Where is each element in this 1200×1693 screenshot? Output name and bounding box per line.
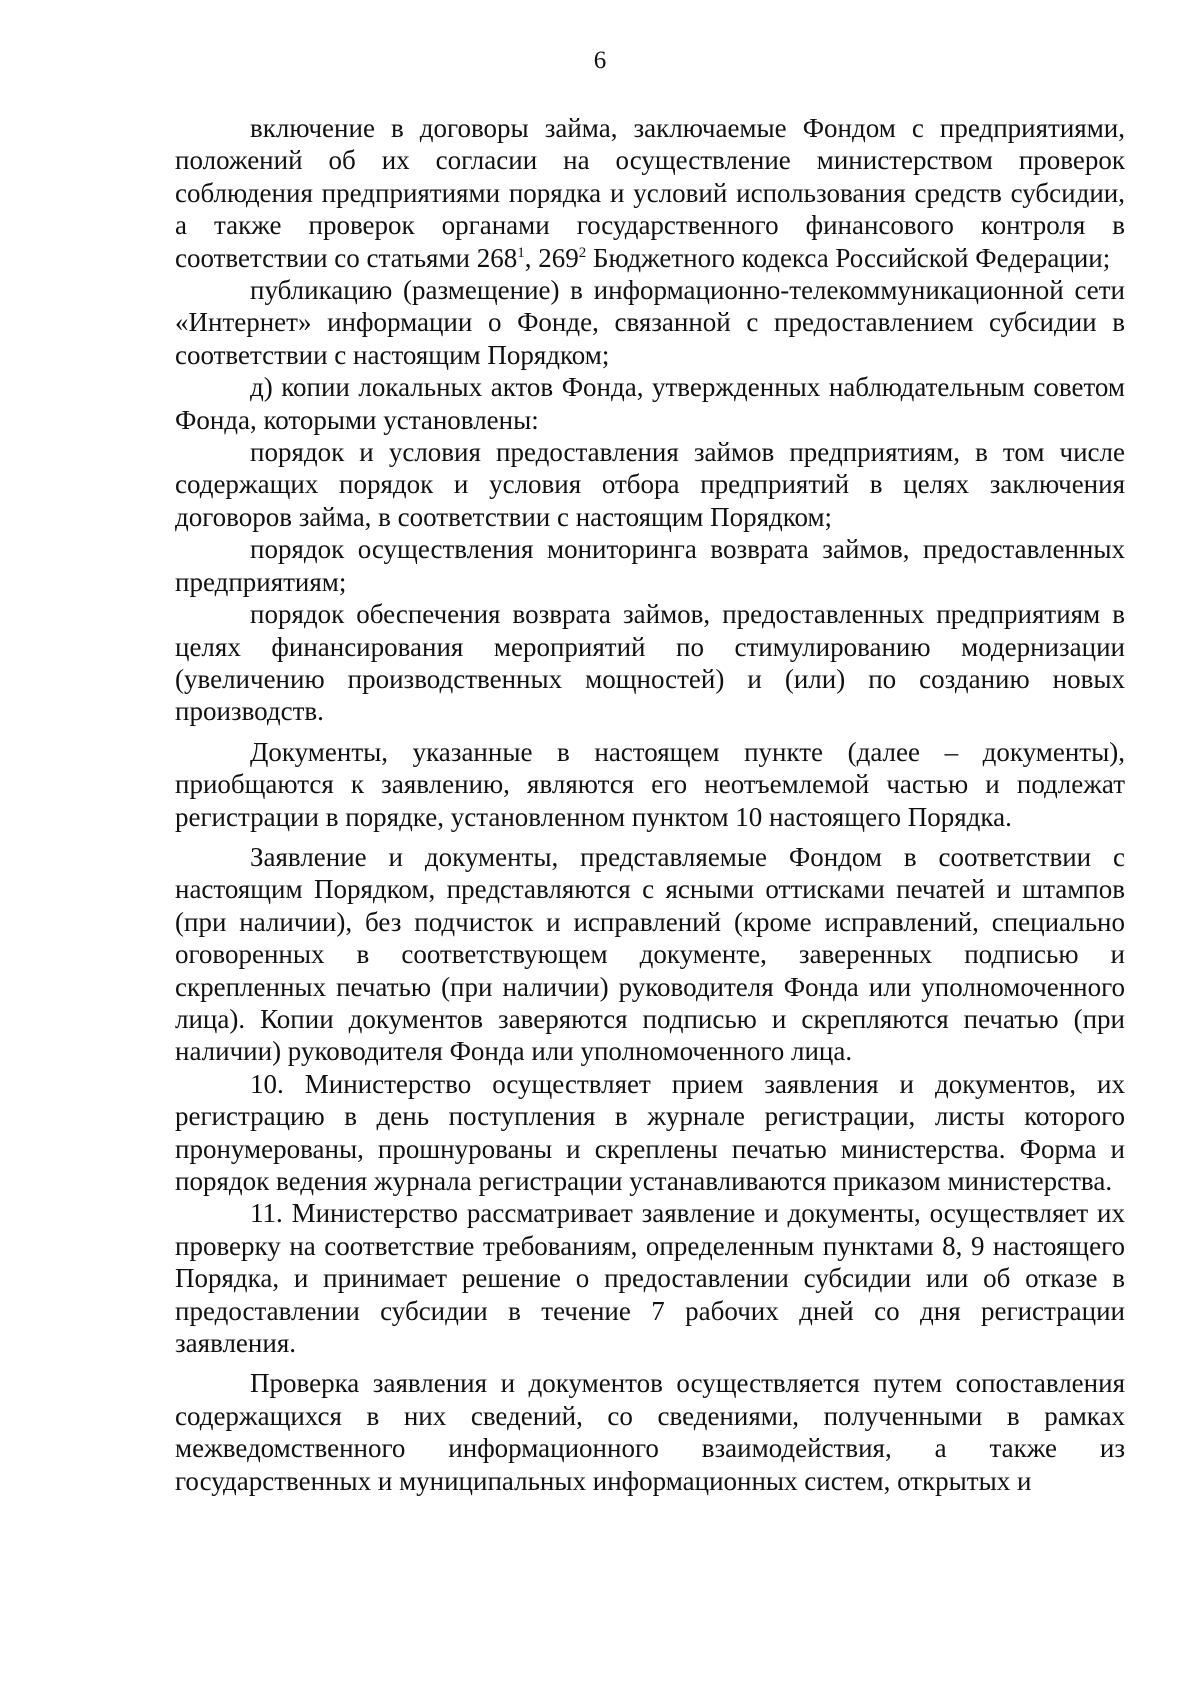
footnote-mark-268: 1 [517, 244, 525, 261]
paragraph-verification: Проверка заявления и документов осуществляется путем сопоставления содержащихся в них сведений, со сведениями, полученными в рамках межведомственного информационного взаимодействия, а также из государственных и муниципальных информационных систем, открытых и [175, 1368, 1125, 1496]
paragraph-documents: Документы, указанные в настоящем пункте (далее – документы), приобщаются к заявлению, являются его неотъемлемой частью и подлежат регистрации в порядке, установленном пунктом 10 настоящего Порядка. [175, 736, 1125, 832]
paragraph-item-11: 11. Министерство рассматривает заявление и документы, осуществляет их проверку на соответствие требованиям, определенным пунктами 8, 9 настоящего Порядка, и принимает решение о предоставлении субсидии или об отказе в предоставлении субсидии в течение 7 рабочих дней со дня регистрации заявления. [175, 1198, 1125, 1359]
footnote-mark-269: 2 [578, 244, 587, 261]
paragraph-application-requirements: Заявление и документы, представляемые Фондом в соответствии с настоящим Порядком, представляются с ясными оттисками печатей и штампов (при наличии), без подчисток и исправлений (кроме исправлений, специально оговоренных в соответствующем документе, заверенных подписью и скрепленных печатью (при наличии) руководителя Фонда или уполномоченного лица). Копии документов заверяются подписью и скрепляются печатью (при наличии) руководителя Фонда или уполномоченного лица. [175, 841, 1125, 1067]
page-number: 6 [593, 47, 607, 74]
paragraph-loan-terms: порядок и условия предоставления займов предприятиям, в том числе содержащих порядок и условия отбора предприятий в целях заключения договоров займа, в соответствии с настоящим Порядком; [175, 437, 1125, 532]
paragraph-monitoring: порядок осуществления мониторинга возврата займов, предоставленных предприятиям; [175, 534, 1125, 597]
paragraph-loan-agreements: включение в договоры займа, заключаемые Фондом с предприятиями, положений об их согласии на осуществление министерством проверок соблюдения предприятиями порядка и условий использования средств субсидии, а также проверок органами государственного финансового контроля в соответствии со статьями $268^1$, $269^2$ Бюджетного кодекса Российской Федерации; [175, 113, 1125, 273]
paragraph-local-acts: д) копии локальных актов Фонда, утвержденных наблюдательным советом Фонда, которыми установлены: [175, 372, 1125, 435]
document-body [175, 112, 1125, 1497]
paragraph-repayment: порядок обеспечения возврата займов, предоставленных предприятиям в целях финансирования мероприятий по стимулированию модернизации (увеличению производственных мощностей) и (или) по созданию новых производств. [175, 599, 1125, 727]
paragraph-item-10: 10. Министерство осуществляет прием заявления и документов, их регистрацию в день поступления в журнале регистрации, листы которого пронумерованы, прошнурованы и скреплены печатью министерства. Форма и порядок ведения журнала регистрации устанавливаются приказом министерства. [175, 1068, 1125, 1196]
paragraph-publication: публикацию (размещение) в информационно-телекоммуникационной сети «Интернет» информации о Фонде, связанной с предоставлением субсидии в соответствии с настоящим Порядком; [175, 275, 1125, 370]
